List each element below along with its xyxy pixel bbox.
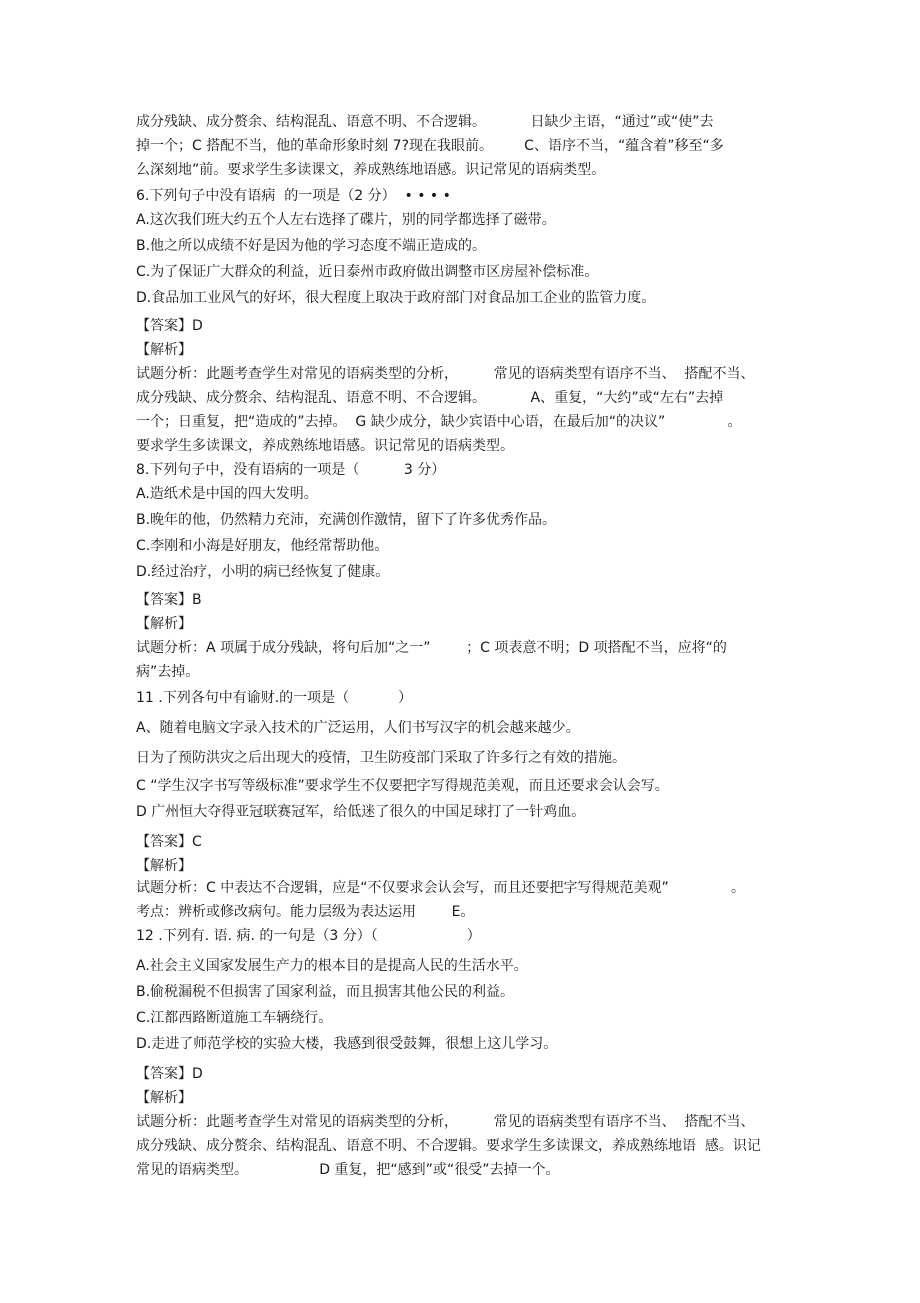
text-line: 考点：辨析或修改病句。能力层级为表达运用 E。 [136, 904, 475, 920]
text-line: 试题分析：A 项属于成分残缺，将句后加“之一” ；C 项表意不明；D 项搭配不当，应将“的 [136, 640, 727, 656]
answer-label: 【答案】D [136, 1066, 203, 1082]
question-heading: 8.下列句子中，没有语病的一项是（ 3 分） [136, 462, 446, 478]
text-line: 掉一个；C 搭配不当，他的革命形象时刻 7?现在我眼前。 C、语序不当，“蕴含着”移至“多 [136, 138, 724, 154]
text-line: 成分残缺、成分赘余、结构混乱、语意不明、不合逻辑。 日缺少主语，“通过”或“使”去 [136, 114, 714, 130]
question-heading: 11 .下列各句中有谕财.的一项是（ ） [136, 690, 413, 706]
text-line: 么深刻地”前。要求学生多读课文，养成熟练地语感。识记常见的语病类型。 [136, 162, 606, 178]
option-line: D.食品加工业风气的好坏，很大程度上取决于政府部门对食品加工企业的监管力度。 [136, 290, 656, 306]
option-line: C “学生汉字书写等级标准”要求学生不仅要把字写得规范美观，而且还要求会认会写。 [136, 778, 669, 794]
text-line: 试题分析：此题考查学生对常见的语病类型的分析， 常见的语病类型有语序不当、 搭配不当、 [136, 1114, 755, 1130]
text-line: 一个；日重复，把“造成的”去掉。 G 缺少成分，缺少宾语中心语，在最后加“的决议” 。 [136, 414, 742, 430]
text-line: 成分残缺、成分赘余、结构混乱、语意不明、不合逻辑。要求学生多读课文，养成熟练地语 感。识记 [136, 1138, 761, 1154]
option-line: A.社会主义国家发展生产力的根本目的是提高人民的生活水平。 [136, 958, 528, 974]
option-line: B.他之所以成绩不好是因为他的学习态度不端正造成的。 [136, 238, 487, 254]
analysis-label: 【解析】 [136, 858, 192, 874]
answer-label: 【答案】D [136, 318, 203, 334]
question-heading: 6.下列句子中没有语病 的一项是（2 分） • • • • [136, 188, 451, 204]
analysis-label: 【解析】 [136, 1090, 192, 1106]
option-line: B.晚年的他，仍然精力充沛，充满创作激情，留下了许多优秀作品。 [136, 512, 557, 528]
option-line: B.偷税漏税不但损害了国家利益，而且损害其他公民的利益。 [136, 984, 515, 1000]
option-line: D.经过治疗，小明的病已经恢复了健康。 [136, 564, 390, 580]
analysis-label: 【解析】 [136, 616, 192, 632]
option-line: C.为了保证广大群众的利益，近日泰州市政府做出调整市区房屋补偿标准。 [136, 264, 599, 280]
option-line: C.江都西路断道施工车辆绕行。 [136, 1010, 333, 1026]
option-line: 日为了预防洪灾之后出现大的疫情，卫生防疫部门采取了许多行之有效的措施。 [136, 750, 626, 766]
option-line: A、随着电脑文字录入技术的广泛运用，人们书写汉字的机会越来越少。 [136, 720, 580, 736]
text-line: 试题分析：C 中表达不合逻辑，应是“不仅要求会认会写，而且还要把字写得规范美观” 。 [136, 880, 746, 896]
question-heading: 12 .下列有. 语. 病. 的一句是（3 分）（ ） [136, 928, 481, 944]
option-line: A.这次我们班大约五个人左右选择了碟片，别的同学都选择了磁带。 [136, 212, 556, 228]
option-line: A.造纸术是中国的四大发明。 [136, 486, 318, 502]
answer-label: 【答案】C [136, 834, 202, 850]
text-line: 成分残缺、成分赘余、结构混乱、语意不明、不合逻辑。 A、重复，“大约”或“左右”去掉 [136, 390, 724, 406]
text-line: 要求学生多读课文，养成熟练地语感。识记常见的语病类型。 [136, 438, 514, 454]
answer-label: 【答案】B [136, 592, 202, 608]
text-line: 病”去掉。 [136, 664, 200, 680]
option-line: D.走进了师范学校的实验大楼，我感到很受鼓舞，很想上这儿学习。 [136, 1036, 558, 1052]
option-line: C.李刚和小海是好朋友，他经常帮助他。 [136, 538, 389, 554]
text-line: 常见的语病类型。 D 重复，把“感到”或“很受”去掉一个。 [136, 1162, 560, 1178]
option-line: D 广州恒大夺得亚冠联赛冠军，给低迷了很久的中国足球打了一针鸡血。 [136, 804, 586, 820]
analysis-label: 【解析】 [136, 342, 192, 358]
text-line: 试题分析：此题考查学生对常见的语病类型的分析， 常见的语病类型有语序不当、 搭配不当、 [136, 366, 755, 382]
